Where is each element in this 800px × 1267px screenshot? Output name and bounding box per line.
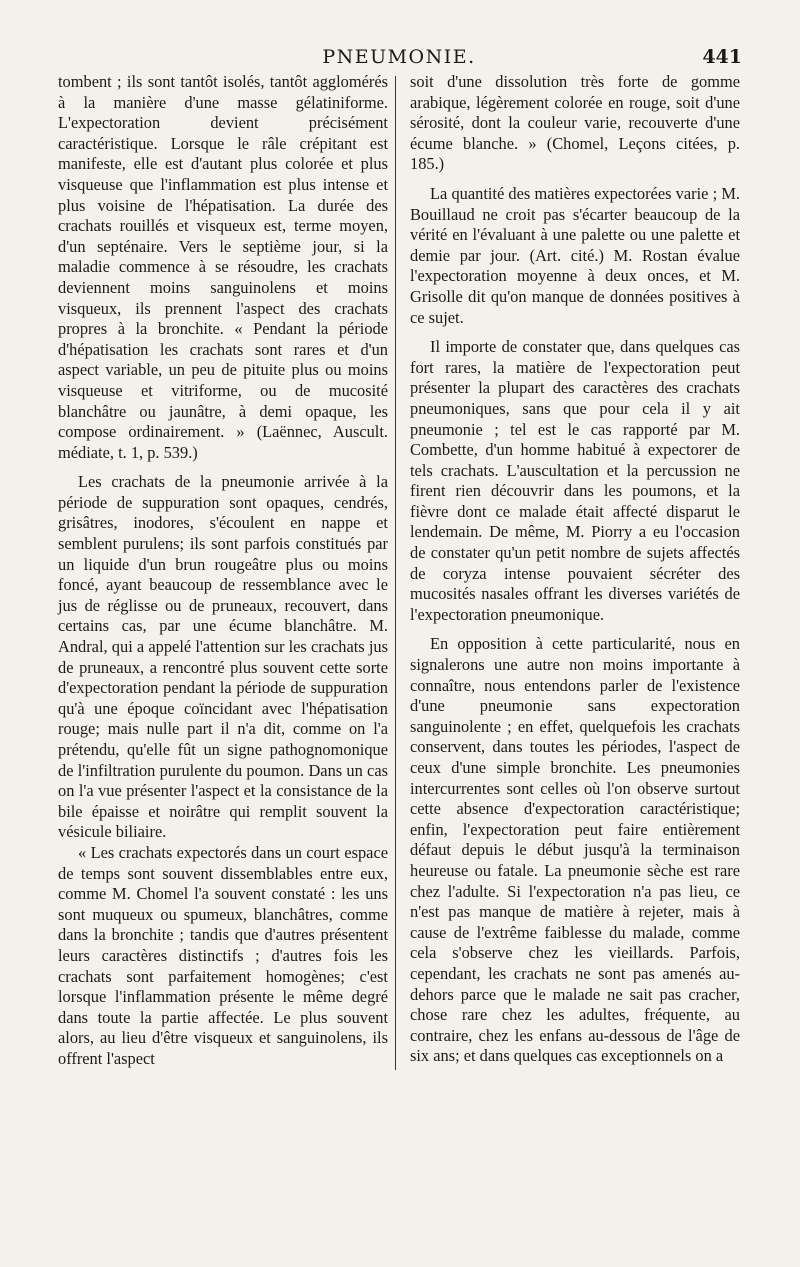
running-head [58, 46, 740, 72]
paragraph: Il importe de constater que, dans quelques cas fort rares, la matière de l'expectoration peut présenter la plupart des caractères des crachats pneumoniques, sans que pour cela il y ait pneumonie ; tel est le cas rapporté par M. Combette, d'un homme habitué à expectorer de tels crachats. L'auscultation et la percussion ne firent rien découvrir dans les poumons, et la fièvre dont ce malade était affecté disparut le lendemain. De même, M. Piorry a eu l'occasion de constater qu'un petit nombre de sujets affectés de coryza intense pouvaient sécréter des mucosités nasales offrant les diverses variétés de l'expectoration pneumonique. [410, 337, 740, 624]
column-rule [395, 76, 396, 1070]
paragraph: En opposition à cette particularité, nous en signalerons une autre non moins importante à connaître, nous entendons parler de l'existence d'une pneumonie sans expectoration sanguinolente ; en effet, quelquefois les crachats conservent, dans toutes les périodes, l'aspect de ceux d'une simple bronchite. Les pneumonies intercurrentes sont celles où l'on observe surtout cette absence d'expectoration caractéristique; enfin, l'expectoration peut faire entièrement défaut depuis le début jusqu'à la terminaison heureuse ou fatale. La pneumonie sèche est rare chez l'adulte. Si l'expectoration n'a pas lieu, ce n'est pas manque de matière à rejeter, mais à cause de l'extrême faiblesse du malade, comme cela s'observe chez les vieillards. Parfois, cependant, les crachats ne sont pas amenés au-dehors parce que le malade ne sait pas cracher, chose rare chez les adultes, fréquente, au contraire, chez les enfans au-dessous de l'âge de six ans; et dans quelques cas exceptionnels on a [410, 634, 740, 1066]
right-column [410, 72, 740, 1070]
page [58, 46, 740, 1246]
paragraph: Les crachats de la pneumonie arrivée à la période de suppuration sont opaques, cendrés, grisâtres, inodores, s'écoulent en nappe et semblent purulens; ils sont parfois constitués par un liquide d'un brun rougeâtre plus ou moins foncé, ayant beaucoup de ressemblance avec le jus de réglisse ou de pruneaux, recouvert, dans certains cas, par une écume blanchâtre. M. Andral, qui a appelé l'attention sur les crachats jus de pruneaux, a rencontré plus souvent cette sorte d'expectoration pendant la période de suppuration qu'à une époque coïncidant avec l'hépatisation rouge; mais nulle part il n'a dit, comme on l'a prétendu, qu'elle fût un signe pathognomonique de l'infiltration purulente du poumon. Dans un cas on l'a vue présenter l'aspect et la consistance de la bile épaisse et noirâtre qui remplit souvent la vésicule biliaire. [58, 472, 388, 842]
paragraph: « Les crachats expectorés dans un court espace de temps sont souvent dissemblables entre eux, comme M. Chomel l'a souvent constaté : les uns sont muqueux ou spumeux, blanchâtres, comme dans la bronchite ; tandis que d'autres présentent leurs caractères distinctifs ; d'autres fois les crachats sont parfaitement homogènes; c'est lorsque l'inflammation présente le même degré dans toute la partie affectée. Le plus souvent alors, au lieu d'être visqueux et sanguinolens, ils offrent l'aspect [58, 842, 388, 1068]
left-column [58, 72, 388, 1070]
page-number: 441 [702, 46, 742, 68]
paragraph: tombent ; ils sont tantôt isolés, tantôt agglomérés à la manière d'une masse gélatiniforme. L'expectoration devient précisément caractéristique. Lorsque le râle crépitant est manifeste, elle est d'autant plus colorée et plus visqueuse que l'inflammation est plus intense et plus voisine de l'hépatisation. La durée des crachats rouillés et visqueux est, terme moyen, d'un septénaire. Vers le septième jour, si la maladie commence à se résoudre, les crachats deviennent moins sanguinolens et moins visqueux, ils prennent l'aspect des crachats propres à la bronchite. « Pendant la période d'hépatisation les crachats sont rares et d'un aspect variable, un peu de pituite plus ou moins visqueuse et vitriforme, ou de mucosité blanchâtre ou jaunâtre, à demi opaque, les compose ordinairement. » (Laënnec, Auscult. médiate, t. 1, p. 539.) [58, 72, 388, 462]
paragraph: soit d'une dissolution très forte de gomme arabique, légèrement colorée en rouge, soit d'une sérosité, dont la couleur varie, recouverte d'une écume blanche. » (Chomel, Leçons citées, p. 185.) [410, 72, 740, 174]
running-title: PNEUMONIE. [322, 46, 476, 68]
paragraph: La quantité des matières expectorées varie ; M. Bouillaud ne croit pas s'écarter beaucoup de la vérité en l'évaluant à une palette ou une palette et demie par jour. (Art. cité.) M. Rostan évalue l'expectoration moyenne à deux onces, et M. Grisolle dit qu'on manque de données positives à ce sujet. [410, 183, 740, 327]
text-columns [58, 72, 740, 1070]
